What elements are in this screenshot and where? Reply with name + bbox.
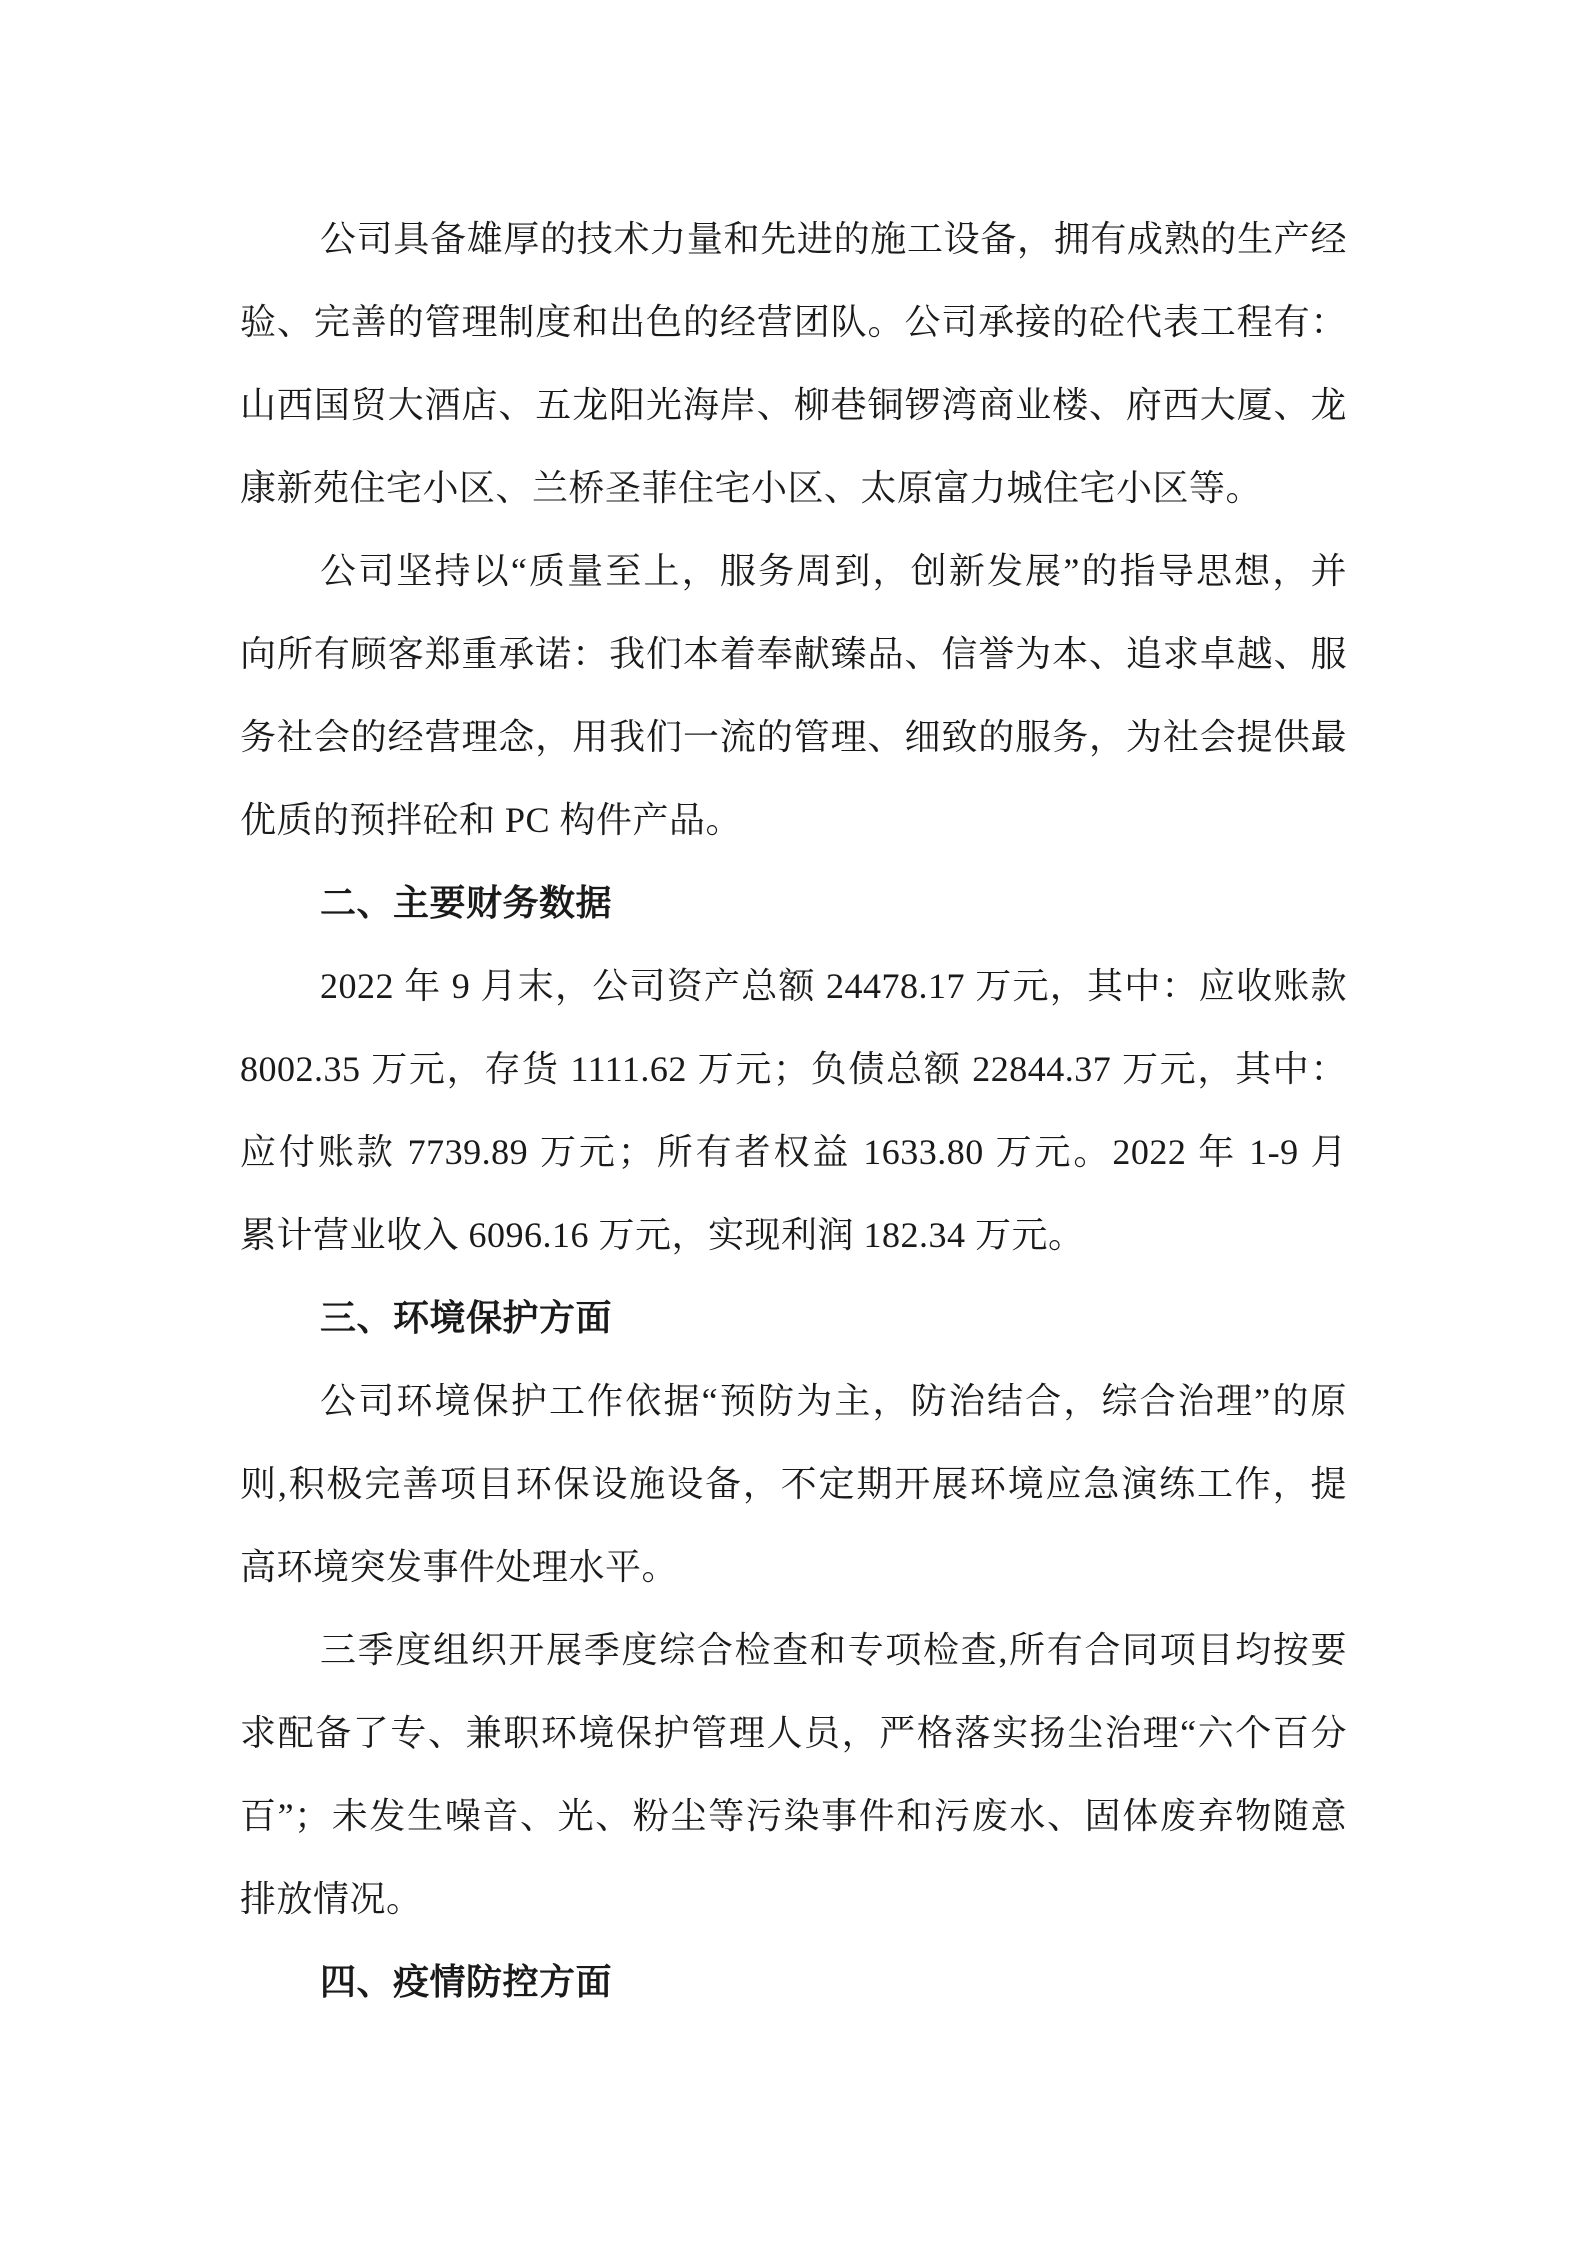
text-line: 公司具备雄厚的技术力量和先进的施工设备，拥有成熟的生产经 bbox=[320, 219, 1347, 259]
text-line: 应付账款 7739.89 万元；所有者权益 1633.80 万元。2022 年 1-9 月 bbox=[240, 1132, 1347, 1172]
text-line: 百”；未发生噪音、光、粉尘等污染事件和污废水、固体废弃物随意 bbox=[240, 1796, 1347, 1836]
text-line: 三季度组织开展季度综合检查和专项检查,所有合同项目均按要 bbox=[320, 1630, 1347, 1670]
text-line: 公司环境保护工作依据“预防为主，防治结合，综合治理”的原 bbox=[320, 1381, 1347, 1421]
text-line: 排放情况。 bbox=[240, 1879, 423, 1919]
section-heading-epidemic-prevention bbox=[240, 1941, 1347, 2024]
document-body bbox=[240, 198, 1347, 2024]
text-line: 验、完善的管理制度和出色的经营团队。公司承接的砼代表工程有： bbox=[240, 302, 1347, 342]
paragraph-company-intro bbox=[240, 198, 1347, 530]
section-heading-financial-data bbox=[240, 862, 1347, 945]
paragraph-financial-figures bbox=[240, 945, 1347, 1277]
section-heading-text: 四、疫情防控方面 bbox=[320, 1962, 613, 2002]
text-line: 务社会的经营理念，用我们一流的管理、细致的服务，为社会提供最 bbox=[240, 717, 1347, 757]
text-line: 山西国贸大酒店、五龙阳光海岸、柳巷铜锣湾商业楼、府西大厦、龙 bbox=[240, 385, 1347, 425]
paragraph-quarterly-inspection bbox=[240, 1609, 1347, 1941]
section-heading-text: 三、环境保护方面 bbox=[320, 1298, 613, 1338]
text-line: 高环境突发事件处理水平。 bbox=[240, 1547, 679, 1587]
text-line: 2022 年 9 月末，公司资产总额 24478.17 万元，其中：应收账款 bbox=[320, 966, 1347, 1006]
paragraph-environment-policy bbox=[240, 1360, 1347, 1609]
text-line: 则,积极完善项目环保设施设备，不定期开展环境应急演练工作，提 bbox=[240, 1464, 1347, 1504]
text-line: 8002.35 万元，存货 1111.62 万元；负债总额 22844.37 万元，其中： bbox=[240, 1049, 1347, 1089]
section-heading-environment bbox=[240, 1277, 1347, 1360]
text-line: 求配备了专、兼职环境保护管理人员，严格落实扬尘治理“六个百分 bbox=[240, 1713, 1347, 1753]
text-line: 优质的预拌砼和 PC 构件产品。 bbox=[240, 800, 743, 840]
section-heading-text: 二、主要财务数据 bbox=[320, 883, 613, 923]
text-line: 向所有顾客郑重承诺：我们本着奉献臻品、信誉为本、追求卓越、服 bbox=[240, 634, 1347, 674]
text-line: 康新苑住宅小区、兰桥圣菲住宅小区、太原富力城住宅小区等。 bbox=[240, 468, 1263, 508]
text-line: 公司坚持以“质量至上，服务周到，创新发展”的指导思想，并 bbox=[320, 551, 1347, 591]
paragraph-company-commitment bbox=[240, 530, 1347, 862]
text-line: 累计营业收入 6096.16 万元，实现利润 182.34 万元。 bbox=[240, 1215, 1085, 1255]
